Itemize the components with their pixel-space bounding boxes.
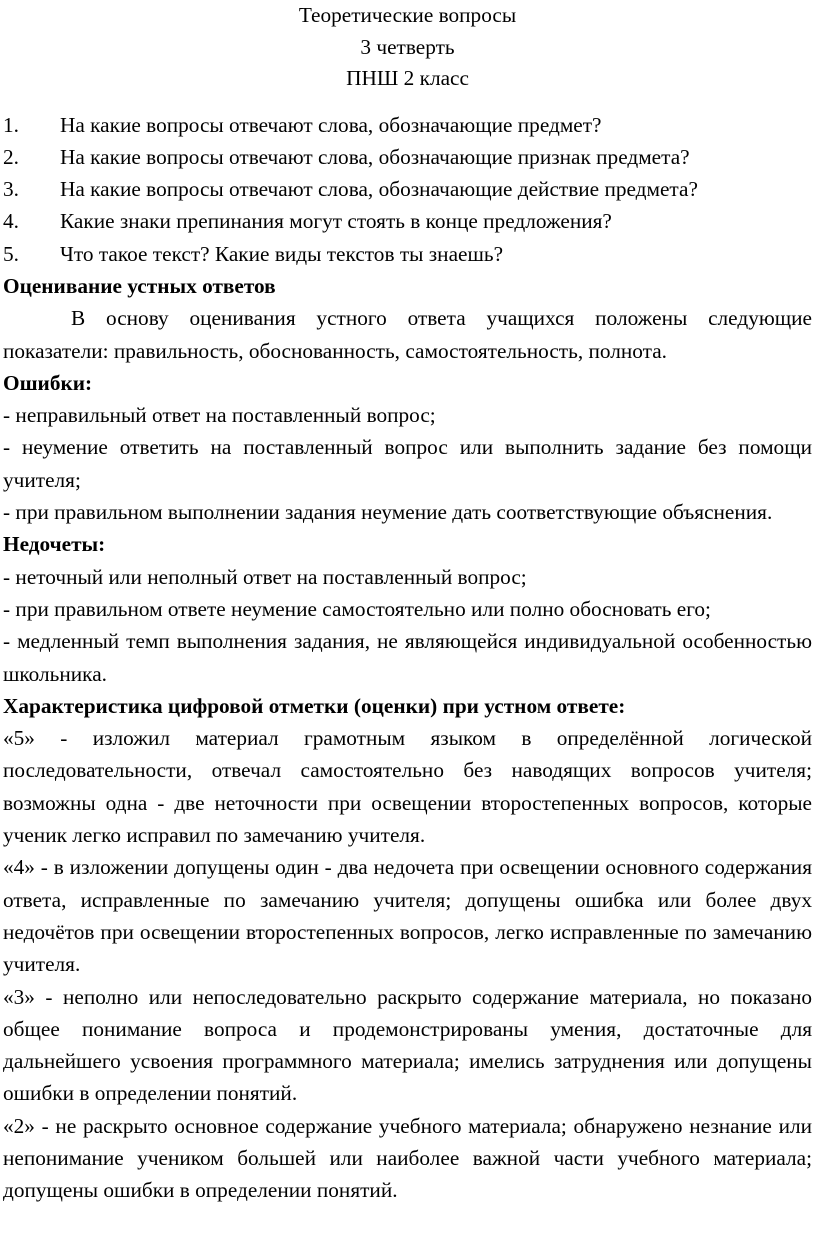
- oral-assessment-heading: Оценивание устных ответов: [3, 273, 276, 298]
- question-number: 4.: [3, 209, 19, 234]
- grade-description: «3» - неполно или непоследовательно раскрыто содержание материала, но показано общее понимание вопроса и продемонстрированы умения, достаточные для дальнейшего усвоения программного материала; имелись затруднения или допущены ошибки в определении понятий.: [3, 984, 812, 1106]
- shortcoming-item: - при правильном ответе неумение самостоятельно или полно обосновать его;: [3, 596, 711, 621]
- document-header: [3, 0, 812, 95]
- question-number: 5.: [3, 241, 19, 266]
- error-item: - при правильном выполнении задания неумение дать соответствующие объяснения.: [3, 500, 773, 525]
- question-number: 1.: [3, 112, 19, 137]
- error-item: - неправильный ответ на поставленный вопрос;: [3, 403, 436, 428]
- question-text: На какие вопросы отвечают слова, обозначающие предмет?: [60, 112, 602, 137]
- grade-label: ПНШ 2 класс: [346, 66, 469, 90]
- quarter-label: 3 четверть: [360, 34, 455, 59]
- grades-heading: Характеристика цифровой отметки (оценки) при устном ответе:: [3, 693, 626, 718]
- grade-description: «4» - в изложении допущены один - два недочета при освещении основного содержания ответа, исправленные по замечанию учителя; допущены ошибка или более двух недочётов при освещении второстепенных вопросов, легко исправленные по замечанию учителя.: [3, 855, 812, 977]
- question-text: На какие вопросы отвечают слова, обозначающие действие предмета?: [60, 177, 698, 202]
- errors-heading: Ошибки:: [3, 370, 93, 395]
- oral-assessment-intro: В основу оценивания устного ответа учащихся положены следующие показатели: правильность, обоснованность, самостоятельность, полнота.: [3, 306, 812, 363]
- shortcoming-item: - неточный или неполный ответ на поставленный вопрос;: [3, 564, 527, 589]
- list-item: [3, 109, 812, 141]
- grade-description: «5» - изложил материал грамотным языком в определённой логической последовательности, отвечал самостоятельно без наводящих вопросов учителя; возможны одна - две неточности при освещении второстепенных вопросов, которые ученик легко исправил по замечанию учителя.: [3, 726, 812, 848]
- shortcomings-heading: Недочеты:: [3, 532, 106, 557]
- question-text: На какие вопросы отвечают слова, обозначающие признак предмета?: [60, 144, 690, 169]
- question-number: 3.: [3, 177, 19, 202]
- question-text: Какие знаки препинания могут стоять в конце предложения?: [60, 209, 612, 234]
- list-item: [3, 238, 812, 270]
- error-item: - неумение ответить на поставленный вопрос или выполнить задание без помощи учителя;: [3, 435, 812, 492]
- list-item: [3, 141, 812, 173]
- question-number: 2.: [3, 144, 19, 169]
- list-item: [3, 173, 812, 205]
- grade-description: «2» - не раскрыто основное содержание учебного материала; обнаружено незнание или непонимание учеником большей или наиболее важной части учебного материала; допущены ошибки в определении понятий.: [3, 1113, 812, 1203]
- list-item: [3, 205, 812, 237]
- shortcoming-item: - медленный темп выполнения задания, не являющейся индивидуальной особенностью школьника.: [3, 629, 812, 686]
- document-title: Теоретические вопросы: [298, 3, 517, 27]
- question-text: Что такое текст? Какие виды текстов ты знаешь?: [60, 241, 504, 266]
- questions-list: [3, 109, 812, 270]
